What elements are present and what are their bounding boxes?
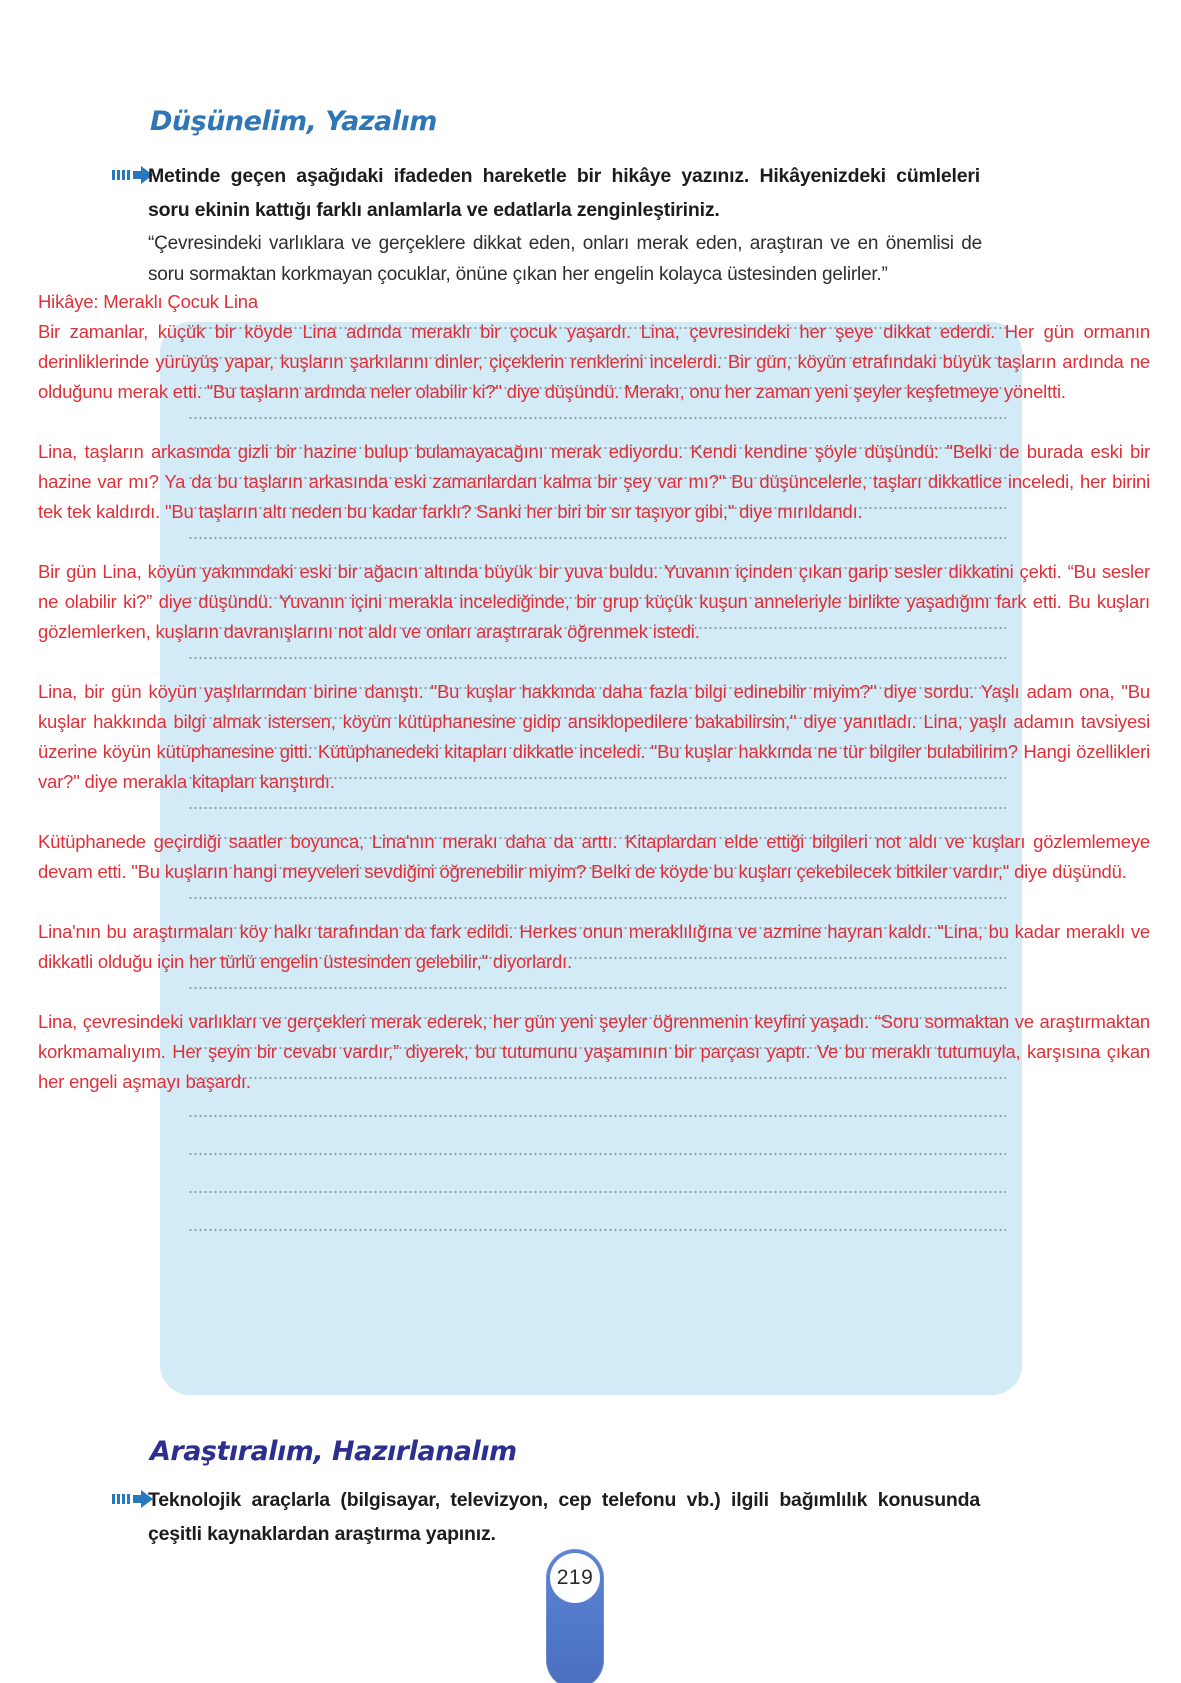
section-heading-research: Araştıralım, Hazırlanalım xyxy=(150,1436,517,1467)
blank-ruled-line xyxy=(188,1177,1006,1215)
arrow-stem xyxy=(133,1495,141,1503)
arrow-bars xyxy=(112,1494,132,1504)
story-title: Hikâye: Meraklı Çocuk Lina xyxy=(38,291,258,312)
arrow-bars xyxy=(112,170,132,180)
bullet-arrow-icon xyxy=(112,1490,153,1508)
blank-ruled-line xyxy=(188,1215,1006,1253)
quote-text: “Çevresindeki varlıklara ve gerçeklere dikkat eden, onları merak eden, araştıran ve en önemlisi de soru sormaktan korkmayan çocuklar, önüne çıkan her engelin kolayca üstesinden gelirler.” xyxy=(148,233,982,285)
story-paragraph: Bir gün Lina, köyün yakınındaki eski bir ağacın altında büyük bir yuva buldu. Yuvanın içinden çıkan garip sesler dikkatini çekti. “Bu sesler ne olabilir ki?” diye düşündü. Yuvanın içini merakla incelediğinde, bir grup küçük kuşun anneleriyle birlikte yaşadığını fark etti. Bu kuşları gözlemlerken, kuşların davranışlarını not aldı ve onları araştırarak öğrenmek istedi. xyxy=(38,557,1150,677)
story-paragraph: Lina, bir gün köyün yaşlılarından birine danıştı. "Bu kuşlar hakkında daha fazla bilgi edinebilir miyim?" diye sordu. Yaşlı adam ona, "Bu kuşlar hakkında bilgi almak istersen, köyün kütüphanesine gidip ansiklopedilere bakabilirsin," diye yanıtladı. Lina, yaşlı adamın tavsiyesi üzerine köyün kütüphanesine gitti. Kütüphanedeki kitapları dikkatle inceledi. "Bu kuşlar hakkında ne tür bilgiler bulabilirim? Hangi özellikleri var?" diye merakla kitapları karıştırdı. xyxy=(38,677,1150,827)
arrow-stem xyxy=(133,171,141,179)
story-paragraph: Lina'nın bu araştırmaları köy halkı tarafından da fark edildi. Herkes onun meraklılığına ve azmine hayran kaldı. "Lina, bu kadar meraklı ve dikkatli olduğu için her türlü engelin üstesinden gelebilir," diyorlardı. xyxy=(38,917,1150,1007)
story-paragraph: Lina, çevresindeki varlıkları ve gerçekleri merak ederek, her gün yeni şeyler öğrenmenin keyfini yaşadı. “Soru sormaktan ve araştırmaktan korkmamalıyım. Her şeyin bir cevabı vardır,” diyerek, bu tutumunu yaşamının bir parçası yaptı. Ve bu meraklı tutumuyla, karşısına çıkan her engeli aşmayı başardı. xyxy=(38,1007,1150,1097)
blank-ruled-line xyxy=(188,1101,1006,1139)
page-number-capsule xyxy=(546,1549,604,1683)
instruction-text-research: Teknolojik araçlarla (bilgisayar, televizyon, cep telefonu vb.) ilgili bağımlılık konusunda çeşitli kaynaklardan araştırma yapınız. xyxy=(148,1489,980,1545)
bullet-arrow-icon xyxy=(112,166,153,184)
section-heading-think-write: Düşünelim, Yazalım xyxy=(150,106,437,137)
instruction-text-think-write: Metinde geçen aşağıdaki ifadeden hareketle bir hikâye yazınız. Hikâyenizdeki cümleleri soru ekinin kattığı farklı anlamlarla ve edatlarla zenginleştiriniz. xyxy=(148,165,980,221)
story-paragraph: Bir zamanlar, küçük bir köyde Lina adında meraklı bir çocuk yaşardı. Lina, çevresindeki her şeye dikkat ederdi. Her gün ormanın derinliklerinde yürüyüş yapar, kuşların şarkılarını dinler, çiçeklerin renklerini incelerdi. Bir gün, köyün etrafındaki büyük taşların ardında ne olduğunu merak etti. "Bu taşların ardında neler olabilir ki?" diye düşündü. Merakı, onu her zaman yeni şeyler keşfetmeye yöneltti. xyxy=(38,317,1150,437)
page-number-badge: 219 xyxy=(550,1553,600,1603)
story-text-area xyxy=(38,287,1150,1253)
blank-ruled-line xyxy=(188,1139,1006,1177)
story-paragraph: Lina, taşların arkasında gizli bir hazine bulup bulamayacağını merak ediyordu. Kendi kendine şöyle düşündü: "Belki de burada eski bir hazine var mı? Ya da bu taşların arkasında eski zamanlardan kalma bir şey var mı?" Bu düşüncelerle, taşları dikkatlice inceledi, her birini tek tek kaldırdı. "Bu taşların altı neden bu kadar farklı? Sanki her biri bir sır taşıyor gibi," diye mırıldandı. xyxy=(38,437,1150,557)
blank-ruled-lines xyxy=(38,1101,1150,1253)
story-paragraph: Kütüphanede geçirdiği saatler boyunca, Lina'nın merakı daha da arttı. Kitaplardan elde ettiği bilgileri not aldı ve kuşları gözlemlemeye devam etti. "Bu kuşların hangi meyveleri sevdiğini öğrenebilir miyim? Belki de köyde bu kuşları çekebilecek bitkiler vardır," diye düşündü. xyxy=(38,827,1150,917)
